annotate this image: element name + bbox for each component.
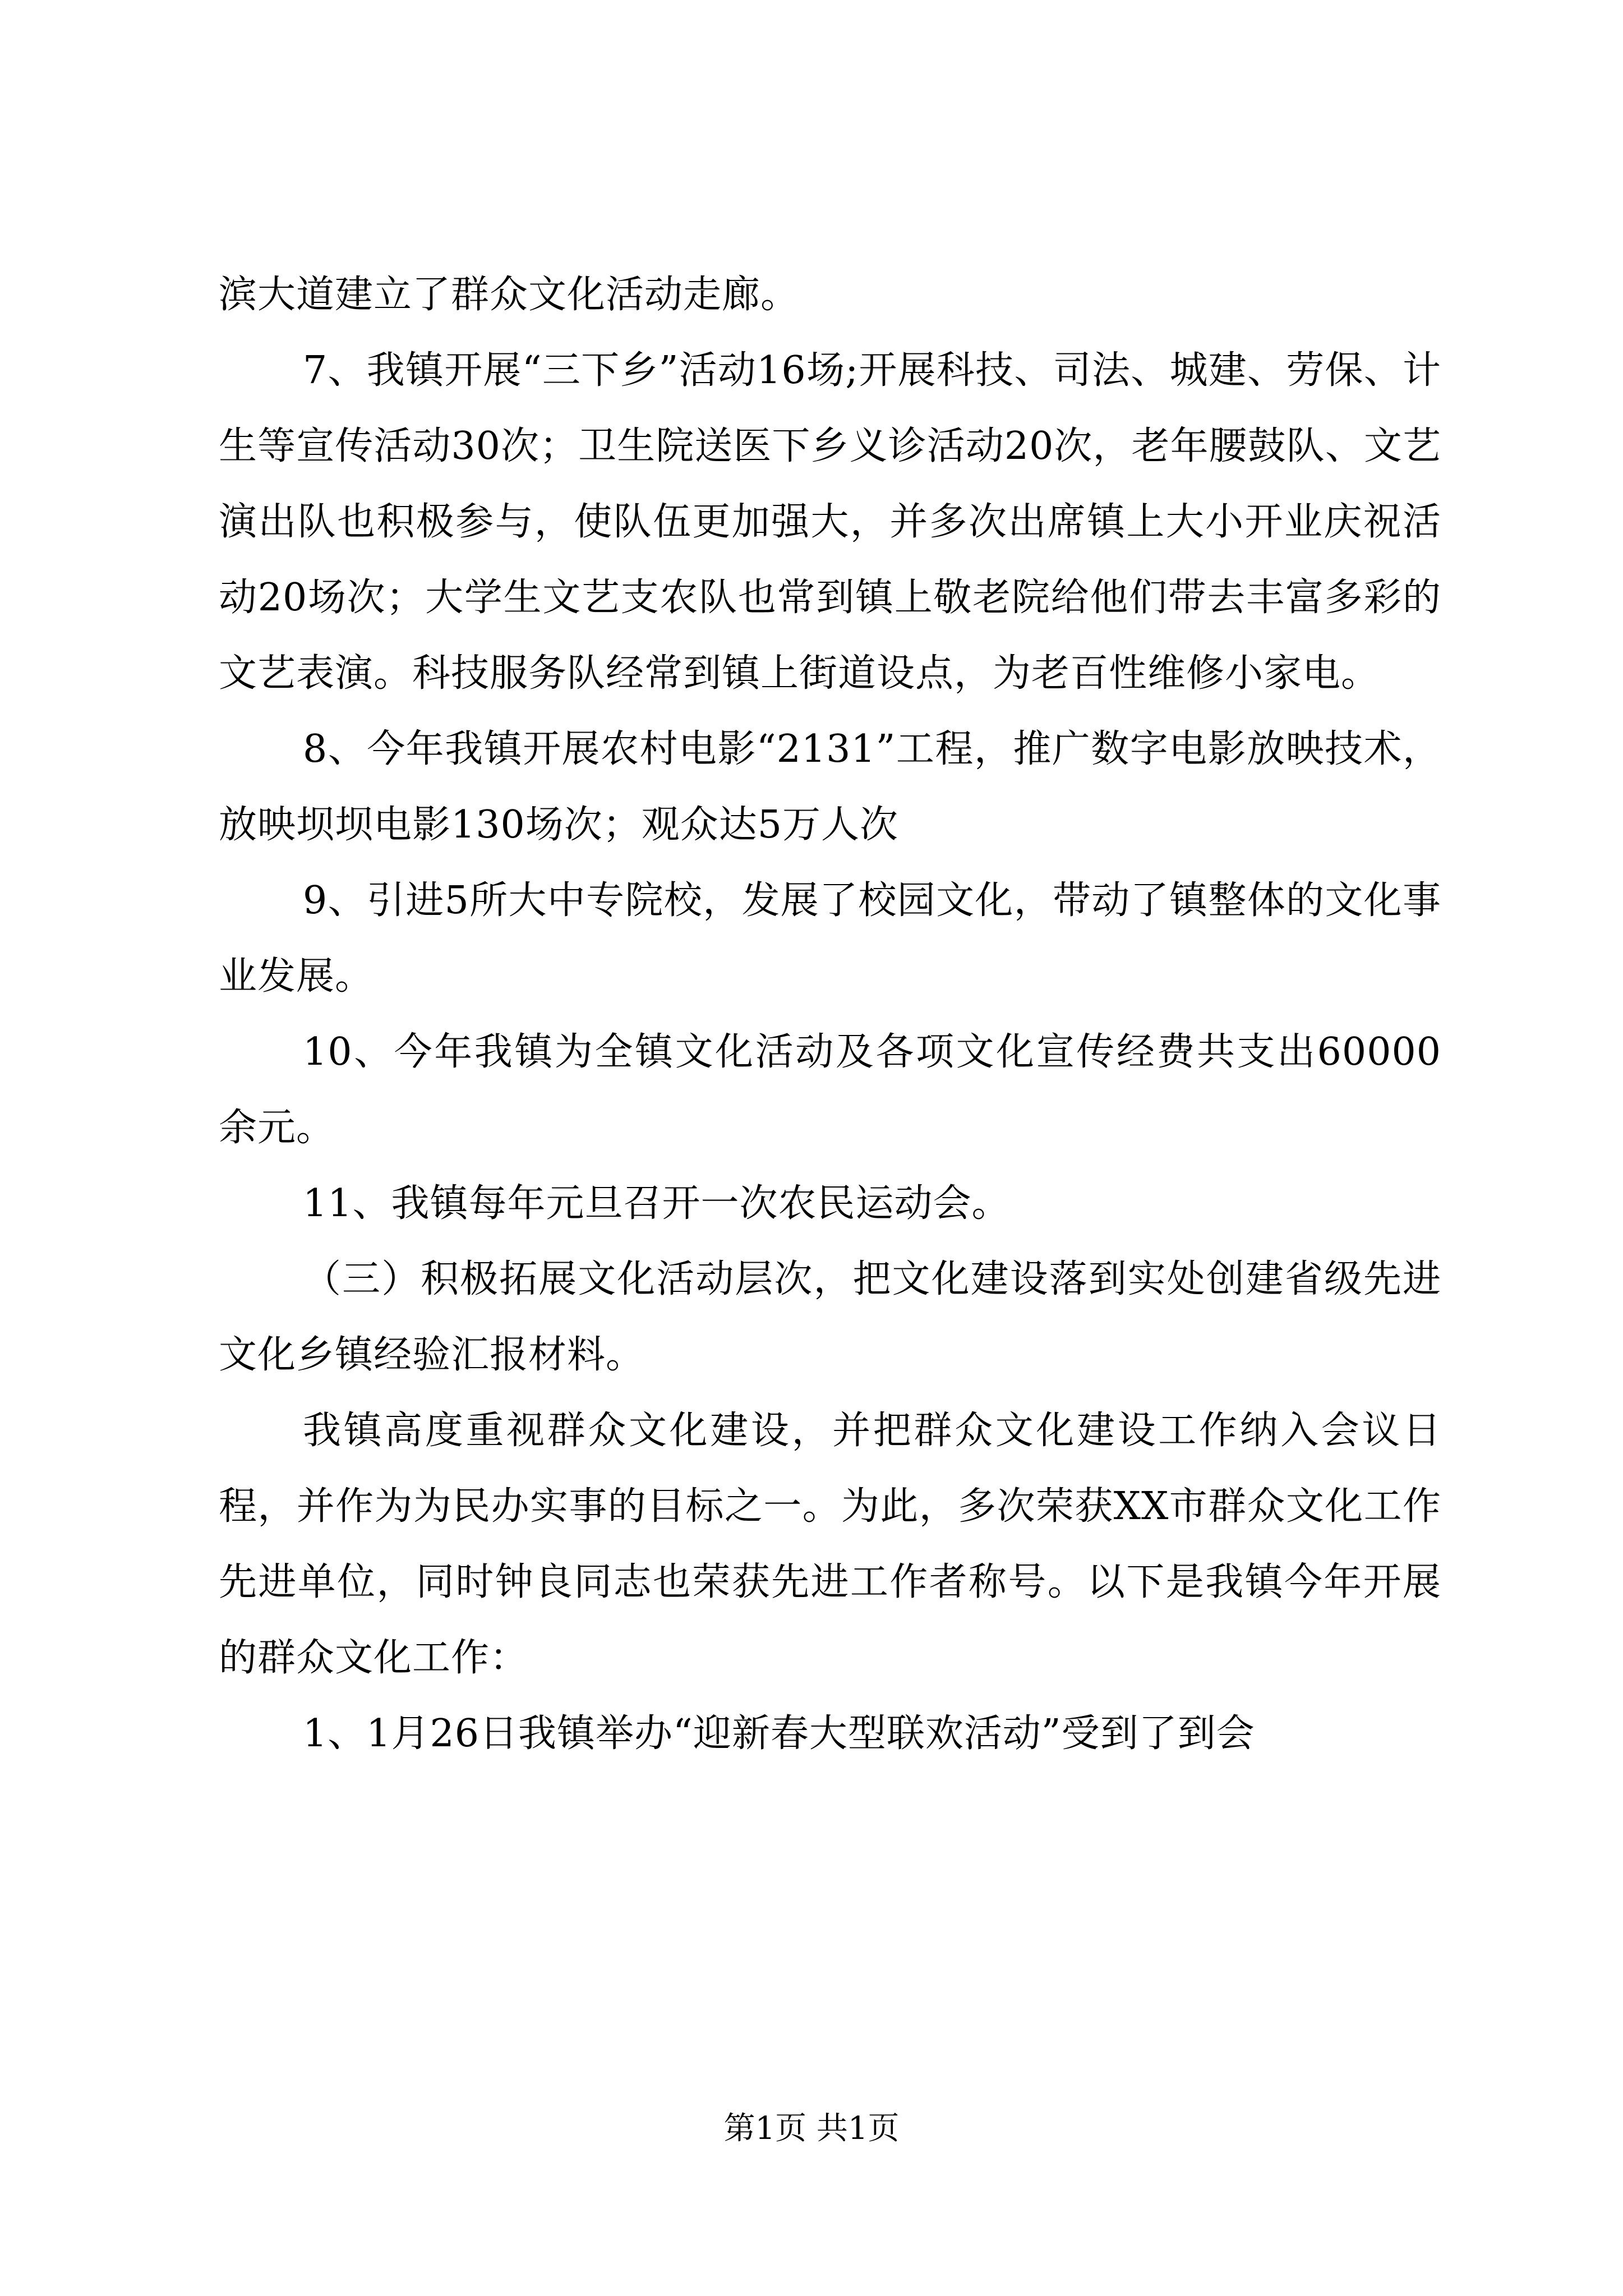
paragraph-item-10: 10、今年我镇为全镇文化活动及各项文化宣传经费共支出60000余元。 bbox=[219, 1030, 1441, 1150]
paragraph-item-7: 7、我镇开展“三下乡”活动16场;开展科技、司法、城建、劳保、计生等宣传活动30次；卫生院送医下乡义诊活动20次，老年腰鼓队、文艺演出队也积极参与，使队伍更加强大，并多次出席镇上大小开业庆祝活动20场次；大学生文艺支农队也常到镇上敬老院给他们带去丰富多彩的文艺表演。科技服务队经常到镇上街道设点，为老百性维修小家电。 bbox=[219, 348, 1441, 696]
paragraph-intro: 我镇高度重视群众文化建设，并把群众文化建设工作纳入会议日程，并作为为民办实事的目标之一。为此，多次荣获XX市群众文化工作先进单位，同时钟良同志也荣获先进工作者称号。以下是我镇今年开展的群众文化工作： bbox=[219, 1409, 1441, 1680]
paragraph-continuation: 滨大道建立了群众文化活动走廊。 bbox=[219, 273, 800, 317]
paragraph-item-1: 1、1月26日我镇举办“迎新春大型联欢活动”受到了到会 bbox=[303, 1711, 1255, 1756]
paragraph-item-9: 9、引进5所大中专院校，发展了校园文化，带动了镇整体的文化事业发展。 bbox=[219, 878, 1441, 999]
document-body bbox=[219, 257, 1441, 1772]
paragraph-item-11: 11、我镇每年元旦召开一次农民运动会。 bbox=[303, 1181, 1011, 1226]
page-number-label: 第1页 共1页 bbox=[723, 2110, 900, 2147]
page-footer bbox=[0, 2106, 1623, 2151]
paragraph-item-8: 8、今年我镇开展农村电影“2131”工程，推广数字电影放映技术，放映坝坝电影130场次；观众达5万人次 bbox=[219, 727, 1441, 847]
section-heading-3: （三）积极拓展文化活动层次，把文化建设落到实处创建省级先进文化乡镇经验汇报材料。 bbox=[219, 1257, 1441, 1377]
